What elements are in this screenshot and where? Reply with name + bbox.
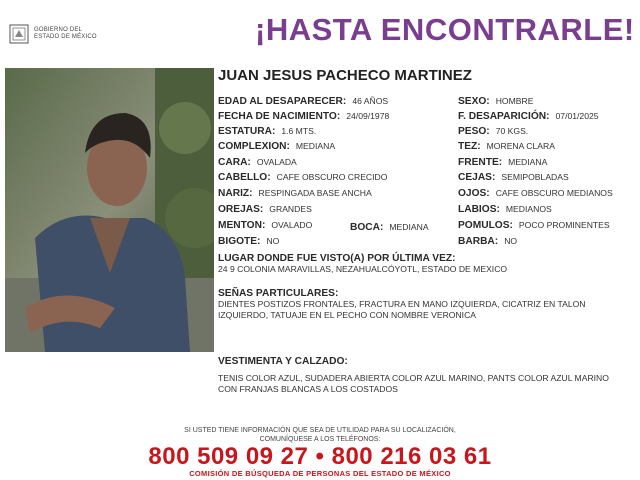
marks-label: SEÑAS PARTICULARES: <box>218 288 339 299</box>
person-name: JUAN JESUS PACHECO MARTINEZ <box>218 67 472 84</box>
field-fecha-nacimiento <box>218 111 389 122</box>
footer-note-line-1: SI USTED TIENE INFORMACIÓN QUE SEA DE UTILIDAD PARA SU LOCALIZACIÓN, <box>184 427 456 434</box>
government-name <box>34 27 97 41</box>
sexo-label: SEXO: <box>458 96 490 107</box>
frente-label: FRENTE: <box>458 157 503 168</box>
bigote-value: NO <box>266 236 280 246</box>
cabello-value: CAFE OBSCURO CRECIDO <box>276 172 388 182</box>
frente-value: MEDIANA <box>508 157 548 167</box>
last-seen-label: LUGAR DONDE FUE VISTO(A) POR ÚLTIMA VEZ: <box>218 253 456 264</box>
last-seen-section <box>218 253 628 275</box>
field-orejas <box>218 204 312 215</box>
marks-value: DIENTES POSTIZOS FRONTALES, FRACTURA EN MANO IZQUIERDA, CICATRIZ EN TALON IZQUIERDO, TATUAJE EN EL PECHO CON NOMBRE VERONICA <box>218 299 586 320</box>
footer-note-line-2: COMUNÍQUESE A LOS TELÉFONOS: <box>259 436 381 443</box>
state-seal-icon <box>8 22 30 46</box>
labios-value: MEDIANOS <box>505 204 552 214</box>
fdes-label: F. DESAPARICIÓN: <box>458 111 550 122</box>
complexion-label: COMPLEXION: <box>218 141 290 152</box>
cejas-value: SEMIPOBLADAS <box>501 172 569 182</box>
edad-label: EDAD AL DESAPARECER: <box>218 96 347 107</box>
fdes-value: 07/01/2025 <box>555 111 599 121</box>
orejas-value: GRANDES <box>269 204 312 214</box>
field-sexo <box>458 96 533 107</box>
field-barba <box>458 236 517 247</box>
marks-section <box>218 288 628 321</box>
bigote-label: BIGOTE: <box>218 236 261 247</box>
commission-name: COMISIÓN DE BÚSQUEDA DE PERSONAS DEL ESTADO DE MÉXICO <box>189 469 451 478</box>
field-pomulos <box>458 220 610 231</box>
field-complexion <box>218 141 335 152</box>
clothing-value: TENIS COLOR AZUL, SUDADERA ABIERTA COLOR AZUL MARINO, PANTS COLOR AZUL MARINO CON FRANJAS BLANCAS A LOS COSTADOS <box>218 373 609 394</box>
field-cara <box>218 157 297 168</box>
clothing-section <box>218 356 628 395</box>
peso-value: 70 KGS. <box>495 126 529 136</box>
nariz-value: RESPINGADA BASE ANCHA <box>258 188 372 198</box>
pomulos-value: POCO PROMINENTES <box>518 220 610 230</box>
field-boca <box>350 222 429 233</box>
cara-label: CARA: <box>218 157 251 168</box>
field-ojos <box>458 188 613 199</box>
labios-label: LABIOS: <box>458 204 500 215</box>
last-seen-value: 24 9 COLONIA MARAVILLAS, NEZAHUALCÓYOTL, ESTADO DE MEXICO <box>218 264 508 274</box>
menton-label: MENTON: <box>218 220 266 231</box>
boca-value: MEDIANA <box>389 222 429 232</box>
barba-label: BARBA: <box>458 236 499 247</box>
field-cabello <box>218 172 387 183</box>
gov-line-2: ESTADO DE MÉXICO <box>34 34 97 40</box>
peso-label: PESO: <box>458 126 490 137</box>
nariz-label: NARIZ: <box>218 188 253 199</box>
field-bigote <box>218 236 279 247</box>
ojos-value: CAFE OBSCURO MEDIANOS <box>495 188 613 198</box>
edad-value: 46 AÑOS <box>352 96 389 106</box>
headline: ¡HASTA ENCONTRARLE! <box>255 12 635 47</box>
menton-value: OVALADO <box>271 220 313 230</box>
field-estatura <box>218 126 316 137</box>
pomulos-label: POMULOS: <box>458 220 513 231</box>
phone-numbers: 800 509 09 27 • 800 216 03 61 <box>148 443 492 470</box>
orejas-label: OREJAS: <box>218 204 264 215</box>
estatura-label: ESTATURA: <box>218 126 276 137</box>
field-fecha-desaparicion <box>458 111 599 122</box>
barba-value: NO <box>504 236 518 246</box>
field-frente <box>458 157 547 168</box>
cejas-label: CEJAS: <box>458 172 496 183</box>
field-peso <box>458 126 528 137</box>
ojos-label: OJOS: <box>458 188 490 199</box>
fnac-label: FECHA DE NACIMIENTO: <box>218 111 341 122</box>
tez-label: TEZ: <box>458 141 481 152</box>
field-menton <box>218 220 312 231</box>
field-tez <box>458 141 555 152</box>
clothing-label: VESTIMENTA Y CALZADO: <box>218 356 348 367</box>
field-labios <box>458 204 552 215</box>
footer-note <box>0 426 640 444</box>
estatura-value: 1.6 MTS. <box>281 126 317 136</box>
gov-line-1: GOBIERNO DEL <box>34 27 83 33</box>
cara-value: OVALADA <box>256 157 297 167</box>
field-edad <box>218 96 388 107</box>
missing-person-photo <box>5 68 214 352</box>
fnac-value: 24/09/1978 <box>346 111 390 121</box>
boca-label: BOCA: <box>350 222 384 233</box>
field-cejas <box>458 172 569 183</box>
complexion-value: MEDIANA <box>295 141 336 151</box>
cabello-label: CABELLO: <box>218 172 271 183</box>
sexo-value: HOMBRE <box>495 96 534 106</box>
field-nariz <box>218 188 372 199</box>
tez-value: MORENA CLARA <box>486 141 555 151</box>
government-logo <box>8 22 118 48</box>
